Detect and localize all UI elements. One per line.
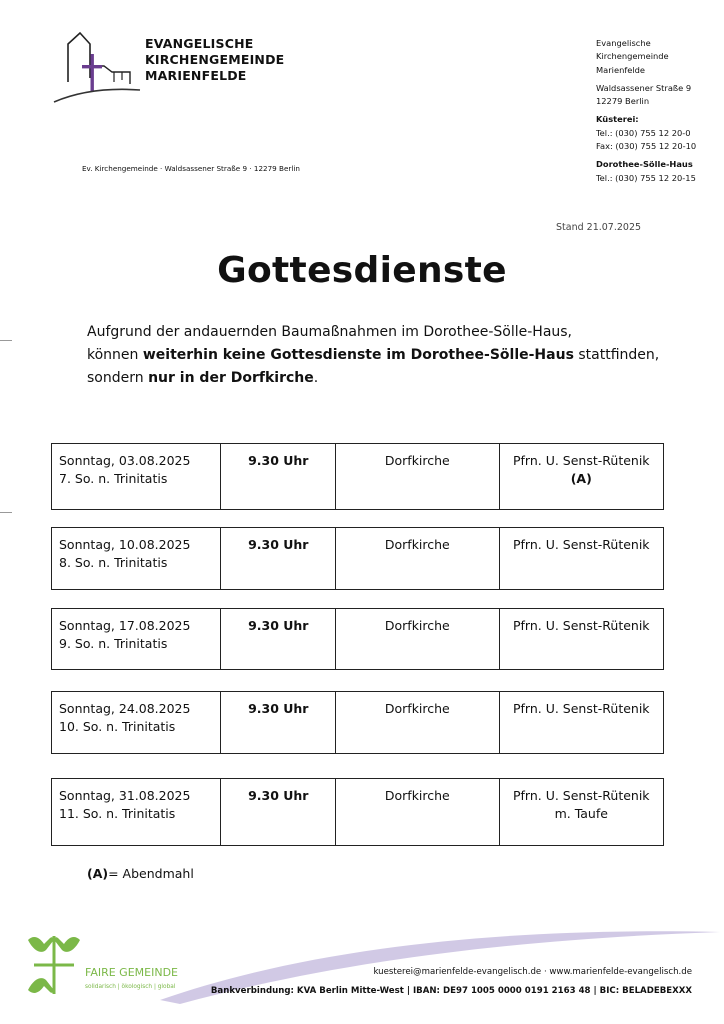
service-pastor: Pfrn. U. Senst-Rütenik bbox=[512, 618, 650, 633]
intro-text: können bbox=[87, 347, 143, 363]
service-pastor: Pfrn. U. Senst-Rütenik bbox=[512, 788, 650, 803]
service-date: Sonntag, 31.08.2025 bbox=[59, 788, 191, 803]
service-date: Sonntag, 24.08.2025 bbox=[59, 701, 191, 716]
dsh-phone: Tel.: (030) 755 12 20-15 bbox=[596, 172, 696, 183]
service-pastor-cell bbox=[500, 444, 663, 509]
service-sunday: 8. So. n. Trinitatis bbox=[59, 555, 168, 570]
service-pastor: Pfrn. U. Senst-Rütenik bbox=[512, 537, 650, 552]
service-place: Dorfkirche bbox=[336, 528, 499, 589]
service-date: Sonntag, 03.08.2025 bbox=[59, 453, 191, 468]
service-pastor-cell bbox=[500, 692, 663, 753]
faire-gemeinde-logo-icon bbox=[24, 930, 84, 1000]
service-row bbox=[51, 527, 664, 590]
contact-block bbox=[596, 37, 696, 185]
org-name-line: EVANGELISCHE bbox=[145, 36, 254, 51]
kuesterei-fax: Fax: (030) 755 12 20-10 bbox=[596, 141, 697, 152]
service-row bbox=[51, 608, 664, 670]
org-name-line: KIRCHENGEMEINDE bbox=[145, 52, 285, 67]
service-sunday: 7. So. n. Trinitatis bbox=[59, 471, 168, 486]
service-pastor-cell bbox=[500, 779, 663, 845]
legend bbox=[87, 866, 194, 881]
service-pastor-cell bbox=[500, 609, 663, 669]
service-pastor: Pfrn. U. Senst-Rütenik bbox=[512, 453, 650, 468]
sender-address-line: Ev. Kirchengemeinde · Waldsassener Straße 9 · 12279 Berlin bbox=[82, 164, 300, 173]
service-date-cell bbox=[52, 528, 221, 589]
intro-line bbox=[87, 344, 677, 367]
service-date: Sonntag, 17.08.2025 bbox=[59, 618, 191, 633]
service-time: 9.30 Uhr bbox=[221, 528, 336, 589]
faire-gemeinde-subtitle: solidarisch | ökologisch | global bbox=[85, 984, 176, 990]
kuesterei-phone: Tel.: (030) 755 12 20-0 bbox=[596, 127, 691, 138]
legend-key: (A) bbox=[87, 866, 109, 881]
intro-paragraph bbox=[87, 321, 677, 390]
service-date-cell bbox=[52, 692, 221, 753]
contact-city: 12279 Berlin bbox=[596, 96, 650, 107]
punch-mark bbox=[0, 512, 12, 513]
footer-bank-details: Bankverbindung: KVA Berlin Mitte-West | IBAN: DE97 1005 0000 0191 2163 48 | BIC: BELADEBEXXX bbox=[210, 986, 692, 996]
service-place: Dorfkirche bbox=[336, 444, 499, 509]
service-note: (A) bbox=[570, 471, 592, 486]
service-row bbox=[51, 443, 664, 510]
service-sunday: 10. So. n. Trinitatis bbox=[59, 719, 176, 734]
service-place: Dorfkirche bbox=[336, 609, 499, 669]
org-name bbox=[145, 36, 284, 84]
service-date-cell bbox=[52, 444, 221, 509]
intro-line: Aufgrund der andauernden Baumaßnahmen im Dorothee-Sölle-Haus, bbox=[87, 324, 573, 340]
status-date: Stand 21.07.2025 bbox=[556, 222, 642, 233]
service-sunday: 9. So. n. Trinitatis bbox=[59, 636, 168, 651]
intro-line bbox=[87, 367, 677, 390]
intro-emphasis: nur in der Dorfkirche bbox=[148, 370, 314, 386]
intro-emphasis: weiterhin keine Gottesdienste im Dorothee-Sölle-Haus bbox=[142, 347, 574, 363]
faire-gemeinde-title: FAIRE GEMEINDE bbox=[85, 966, 178, 979]
page-title: Gottesdienste bbox=[217, 250, 507, 291]
service-time: 9.30 Uhr bbox=[221, 779, 336, 845]
church-logo-icon bbox=[52, 30, 142, 106]
contact-line: Evangelische bbox=[596, 38, 651, 48]
service-pastor-cell bbox=[500, 528, 663, 589]
service-time: 9.30 Uhr bbox=[221, 444, 336, 509]
service-time: 9.30 Uhr bbox=[221, 692, 336, 753]
service-date: Sonntag, 10.08.2025 bbox=[59, 537, 191, 552]
intro-text: sondern bbox=[87, 370, 149, 386]
contact-street: Waldsassener Straße 9 bbox=[596, 82, 692, 93]
contact-line: Marienfelde bbox=[596, 64, 646, 75]
service-row bbox=[51, 778, 664, 846]
org-name-line: MARIENFELDE bbox=[145, 68, 247, 83]
intro-text: stattfinden, bbox=[573, 347, 660, 363]
service-row bbox=[51, 691, 664, 754]
legend-text: = Abendmahl bbox=[108, 866, 194, 881]
kuesterei-label: Küsterei: bbox=[596, 114, 639, 125]
service-time: 9.30 Uhr bbox=[221, 609, 336, 669]
contact-line: Kirchengemeinde bbox=[596, 51, 669, 62]
service-date-cell bbox=[52, 779, 221, 845]
dsh-label: Dorothee-Sölle-Haus bbox=[596, 159, 693, 170]
service-pastor: Pfrn. U. Senst-Rütenik bbox=[512, 701, 650, 716]
service-place: Dorfkirche bbox=[336, 692, 499, 753]
footer-contact: kuesterei@marienfelde-evangelisch.de · www.marienfelde-evangelisch.de bbox=[373, 967, 692, 977]
service-note: m. Taufe bbox=[554, 806, 608, 821]
service-sunday: 11. So. n. Trinitatis bbox=[59, 806, 176, 821]
intro-text: . bbox=[313, 370, 319, 386]
service-place: Dorfkirche bbox=[336, 779, 499, 845]
service-date-cell bbox=[52, 609, 221, 669]
fold-mark bbox=[0, 340, 12, 341]
